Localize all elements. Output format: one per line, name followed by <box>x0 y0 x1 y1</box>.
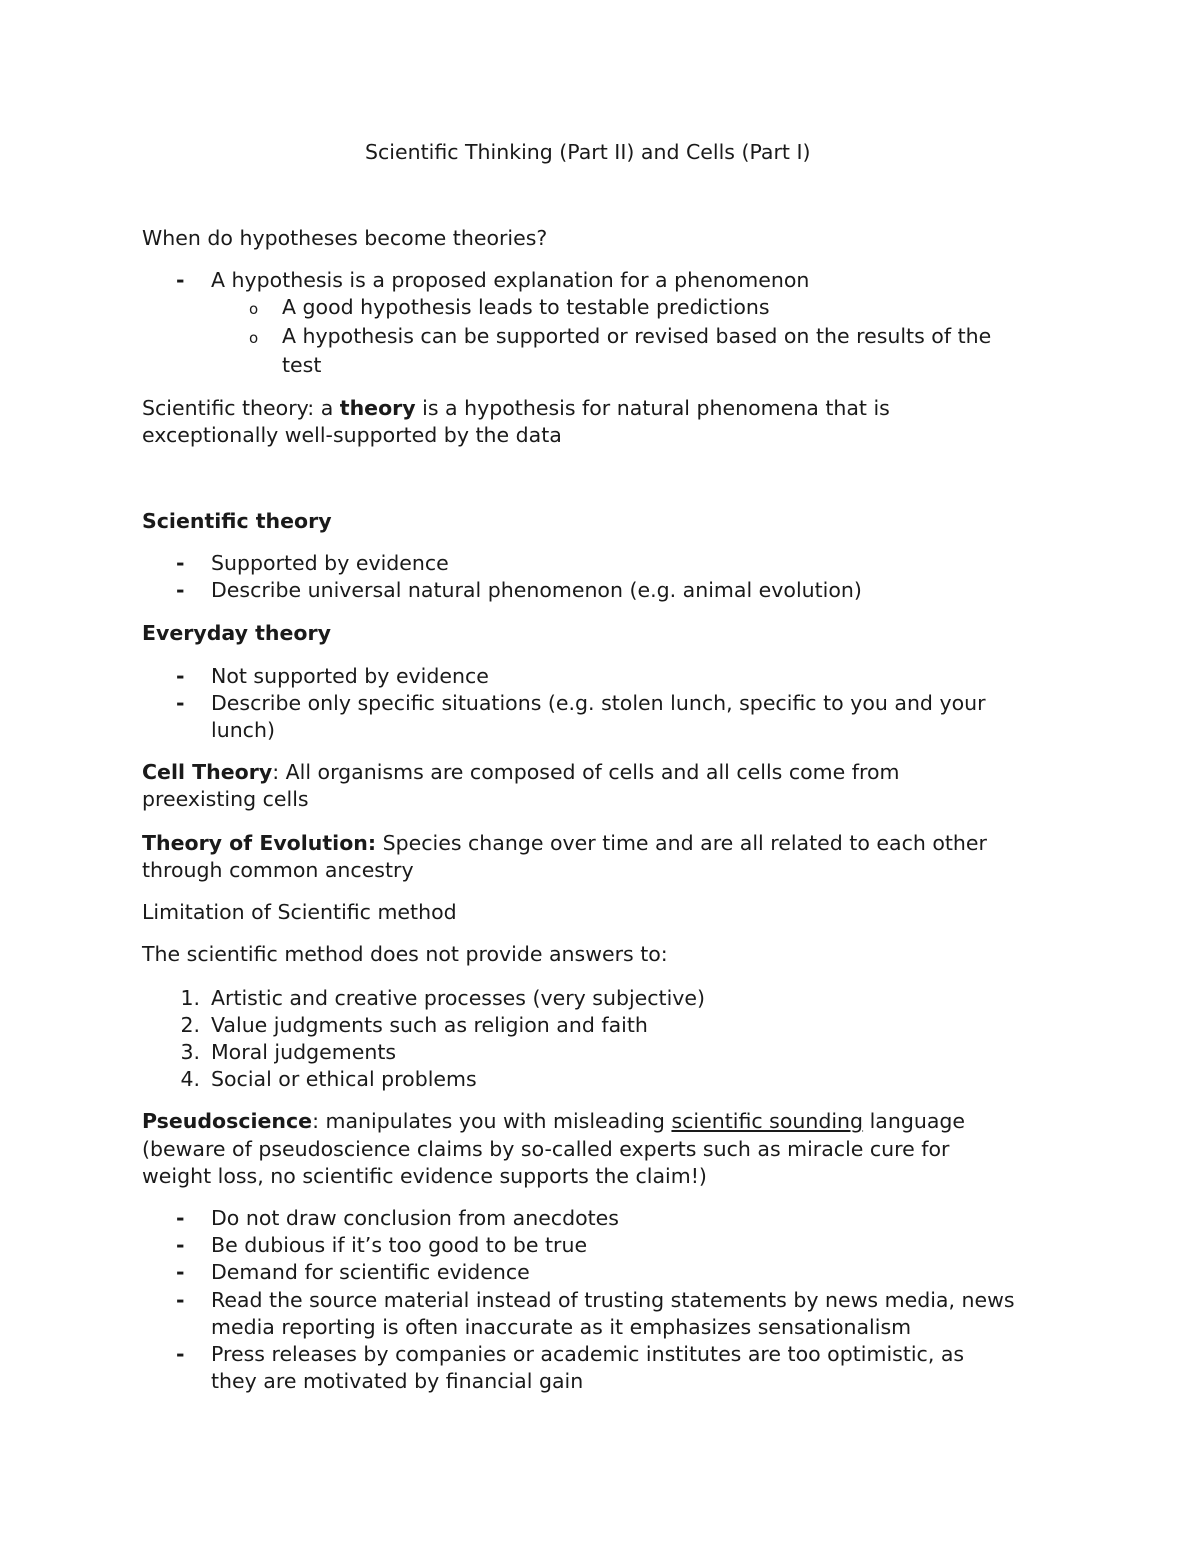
limitation-heading: Limitation of Scientific method <box>142 900 457 924</box>
list-item: Be dubious if it’s too good to be true <box>211 1233 588 1257</box>
dash-bullet: - <box>176 1288 185 1312</box>
numbered-item: Artistic and creative processes (very subjective) <box>211 986 706 1010</box>
list-item: A hypothesis is a proposed explanation for a phenomenon <box>211 268 810 292</box>
sub-list-item-continued: test <box>282 353 322 377</box>
dash-bullet: - <box>176 578 185 602</box>
dash-bullet: - <box>176 1342 185 1366</box>
cell-theory-definition: Cell Theory: All organisms are composed of cells and all cells come from <box>142 760 900 784</box>
dash-bullet: - <box>176 664 185 688</box>
cell-theory-continued: preexisting cells <box>142 787 309 811</box>
dash-bullet: - <box>176 1206 185 1230</box>
page-title: Scientific Thinking (Part II) and Cells (Part I) <box>365 140 811 164</box>
evolution-continued: through common ancestry <box>142 858 414 882</box>
list-item: Describe only specific situations (e.g. stolen lunch, specific to you and your <box>211 691 986 715</box>
list-item: Describe universal natural phenomenon (e.g. animal evolution) <box>211 578 862 602</box>
dash-bullet: - <box>176 691 185 715</box>
list-item-continued: they are motivated by financial gain <box>211 1369 584 1393</box>
list-item-continued: lunch) <box>211 718 275 742</box>
circle-bullet: o <box>249 329 259 347</box>
numbered-item: Social or ethical problems <box>211 1067 477 1091</box>
numbered-item: Moral judgements <box>211 1040 397 1064</box>
dash-bullet: - <box>176 268 185 292</box>
section-heading-scientific-theory: Scientific theory <box>142 509 332 533</box>
list-item: Read the source material instead of trusting statements by news media, news <box>211 1288 1015 1312</box>
method-intro: The scientific method does not provide answers to: <box>142 942 668 966</box>
pseudoscience-continued: (beware of pseudoscience claims by so-called experts such as miracle cure for <box>142 1137 950 1161</box>
list-item: Press releases by companies or academic institutes are too optimistic, as <box>211 1342 965 1366</box>
circle-bullet: o <box>249 300 259 318</box>
pseudoscience-definition: Pseudoscience: manipulates you with misleading scientific sounding language <box>142 1109 966 1133</box>
list-item: Supported by evidence <box>211 551 449 575</box>
pseudoscience-continued: weight loss, no scientific evidence supports the claim!) <box>142 1164 707 1188</box>
evolution-definition: Theory of Evolution: Species change over time and are all related to each other <box>142 831 987 855</box>
numbered-item: Value judgments such as religion and faith <box>211 1013 648 1037</box>
sub-list-item: A hypothesis can be supported or revised based on the results of the <box>282 324 992 348</box>
list-item: Demand for scientific evidence <box>211 1260 530 1284</box>
sub-list-item: A good hypothesis leads to testable predictions <box>282 295 770 319</box>
list-number: 4. <box>180 1067 200 1091</box>
list-item: Do not draw conclusion from anecdotes <box>211 1206 619 1230</box>
list-item: Not supported by evidence <box>211 664 489 688</box>
question-heading: When do hypotheses become theories? <box>142 226 548 250</box>
section-heading-everyday-theory: Everyday theory <box>142 621 331 645</box>
theory-definition: Scientific theory: a theory is a hypothesis for natural phenomena that is <box>142 396 890 420</box>
list-number: 2. <box>180 1013 200 1037</box>
dash-bullet: - <box>176 1233 185 1257</box>
theory-definition-continued: exceptionally well-supported by the data <box>142 423 562 447</box>
list-number: 1. <box>180 986 200 1010</box>
dash-bullet: - <box>176 551 185 575</box>
dash-bullet: - <box>176 1260 185 1284</box>
list-item-continued: media reporting is often inaccurate as it emphasizes sensationalism <box>211 1315 912 1339</box>
list-number: 3. <box>180 1040 200 1064</box>
